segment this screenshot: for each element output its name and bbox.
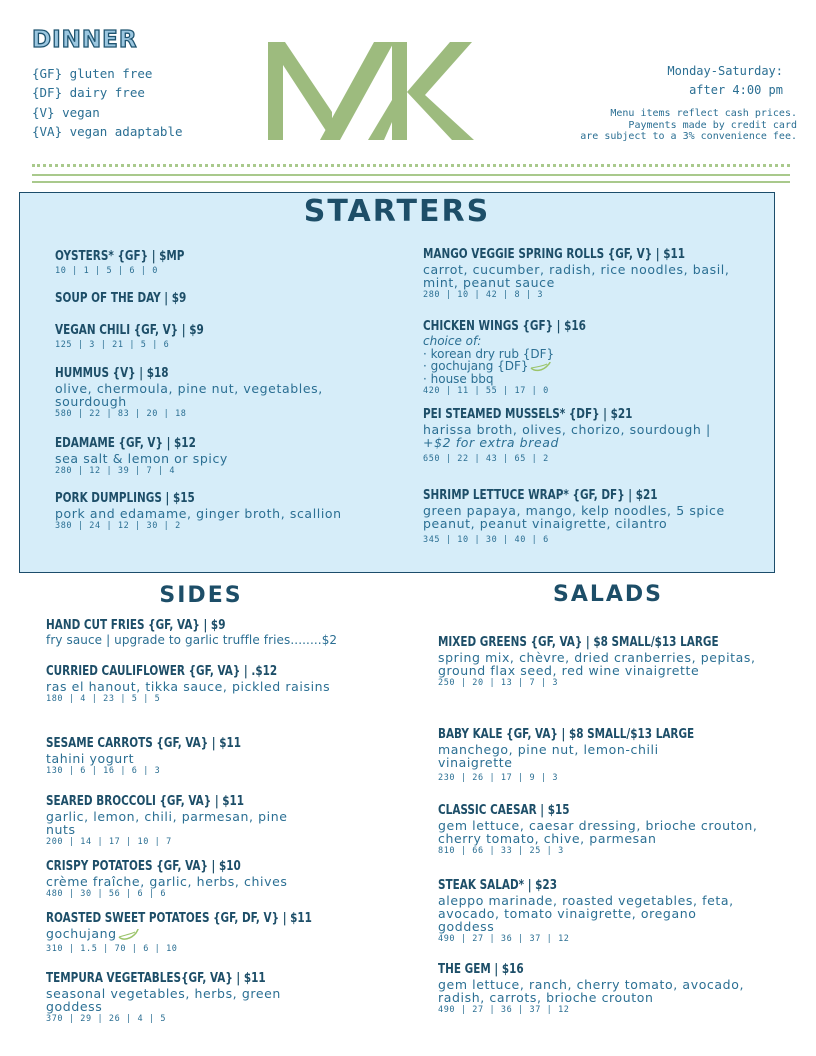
item-name: CURRIED CAULIFLOWER {GF, VA} | .$12 — [46, 663, 278, 679]
menu-item — [438, 961, 773, 1016]
price-note-line: Menu items reflect cash prices. — [610, 108, 797, 119]
legend-v: {V} vegan — [32, 104, 100, 120]
legend-va: {VA} vegan adaptable — [32, 123, 183, 139]
item-nutrition: 480 | 30 | 56 | 6 | 6 — [46, 889, 167, 899]
item-name: CHICKEN WINGS {GF} | $16 — [423, 318, 586, 334]
menu-item — [55, 435, 228, 477]
item-name: ROASTED SWEET POTATOES {GF, DF, V} | $11 — [46, 910, 312, 926]
item-description: ras el hanout, tikka sauce, pickled raisins — [46, 679, 331, 694]
item-nutrition: 310 | 1.5 | 70 | 6 | 10 — [46, 943, 178, 954]
item-description-text: gochujang — [46, 926, 117, 941]
spicy-pepper-icon — [529, 362, 551, 372]
menu-item — [423, 487, 768, 546]
item-nutrition: 420 | 11 | 55 | 17 | 0 — [423, 386, 549, 396]
menu-item — [46, 663, 336, 705]
item-description-text: harissa broth, olives, chorizo, sourdough | — [423, 422, 711, 437]
menu-title: DINNER — [32, 27, 138, 53]
menu-item — [46, 617, 386, 647]
item-name: SOUP OF THE DAY | $9 — [55, 290, 187, 306]
menu-item — [55, 290, 208, 307]
spicy-pepper-icon — [117, 929, 139, 941]
item-name: STEAK SALAD* | $23 — [438, 877, 557, 893]
item-name: MIXED GREENS {GF, VA} | $8 SMALL/$13 LARGE — [438, 634, 719, 650]
legend-df: {DF} dairy free — [32, 85, 145, 101]
choice-option — [423, 360, 612, 373]
item-description: fry sauce | upgrade to garlic truffle fries........$2 — [46, 633, 338, 647]
price-note-line: are subject to a 3% convenience fee. — [580, 131, 797, 142]
item-description: tahini yogurt — [46, 751, 135, 766]
item-name: MANGO VEGGIE SPRING ROLLS {GF, V} | $11 — [423, 246, 686, 262]
item-name: SHRIMP LETTUCE WRAP* {GF, DF} | $21 — [423, 487, 658, 503]
item-name: HAND CUT FRIES {GF, VA} | $9 — [46, 617, 226, 633]
item-description: olive, chermoula, pine nut, vegetables, sourdough — [55, 381, 323, 409]
item-name: HUMMUS {V} | $18 — [55, 365, 169, 381]
item-name: EDAMAME {GF, V} | $12 — [55, 435, 196, 451]
item-nutrition: 280 | 10 | 42 | 8 | 3 — [423, 290, 544, 300]
item-name: BABY KALE {GF, VA} | $8 SMALL/$13 LARGE — [438, 726, 695, 742]
item-description — [423, 423, 723, 449]
item-nutrition: 250 | 20 | 13 | 7 | 3 — [438, 678, 559, 688]
hours-days: Monday-Saturday: — [667, 64, 783, 78]
sides-heading: SIDES — [159, 583, 243, 608]
hours-time: after 4:00 pm — [689, 82, 783, 97]
legend-gf: {GF} gluten free — [32, 66, 153, 81]
item-nutrition: 580 | 22 | 83 | 20 | 18 — [55, 409, 187, 419]
menu-item — [438, 802, 778, 857]
item-description: aleppo marinade, roasted vegetables, feta, avocado, tomato vinaigrette, oregano goddess — [438, 893, 734, 934]
menu-item — [438, 634, 758, 689]
item-nutrition: 810 | 66 | 33 | 25 | 3 — [438, 846, 564, 856]
item-nutrition: 230 | 26 | 17 | 9 | 3 — [438, 773, 559, 783]
dotted-divider — [32, 164, 790, 167]
choice-option: · house bbq — [423, 371, 494, 386]
choice-option-label: · gochujang {DF} — [423, 359, 529, 373]
item-description: garlic, lemon, chili, parmesan, pine nuts — [46, 809, 288, 837]
item-description: crème fraîche, garlic, herbs, chives — [46, 874, 288, 889]
menu-item — [46, 910, 355, 955]
item-choices — [423, 335, 612, 385]
salads-heading: SALADS — [552, 582, 664, 607]
menu-item — [438, 877, 748, 945]
menu-item — [423, 406, 723, 465]
hours — [667, 62, 783, 99]
item-description: spring mix, chèvre, dried cranberries, pepitas, ground flax seed, red wine vinaigrette — [438, 650, 756, 678]
item-description: carrot, cucumber, radish, rice noodles, basil, mint, peanut sauce — [423, 262, 730, 290]
choice-option: · korean dry rub {DF} — [423, 346, 555, 361]
item-name: CLASSIC CAESAR | $15 — [438, 802, 570, 818]
choice-header: choice of: — [423, 334, 482, 348]
item-name: OYSTERS* {GF} | $MP — [55, 248, 185, 264]
item-description: green papaya, mango, kelp noodles, 5 spice peanut, peanut vinaigrette, cilantro — [423, 503, 725, 531]
item-name: THE GEM | $16 — [438, 961, 524, 977]
item-extra: +$2 for extra bread — [423, 435, 560, 450]
item-nutrition: 650 | 22 | 43 | 65 | 2 — [423, 454, 549, 464]
menu-item — [46, 970, 336, 1025]
item-nutrition: 345 | 10 | 30 | 40 | 6 — [423, 535, 549, 545]
diet-legend — [32, 64, 183, 141]
item-nutrition: 10 | 1 | 5 | 6 | 0 — [55, 266, 158, 276]
divider-line — [32, 181, 790, 183]
item-nutrition: 130 | 6 | 16 | 6 | 3 — [46, 766, 161, 776]
item-description — [46, 927, 355, 941]
item-description: seasonal vegetables, herbs, green goddess — [46, 986, 281, 1014]
item-nutrition: 280 | 12 | 39 | 7 | 4 — [55, 466, 176, 476]
item-name: PEI STEAMED MUSSELS* {DF} | $21 — [423, 406, 633, 422]
menu-item — [46, 735, 273, 777]
divider-line — [32, 174, 790, 176]
menu-item — [55, 365, 385, 420]
menu-item — [438, 726, 728, 784]
price-note — [580, 108, 797, 143]
menu-item — [46, 858, 346, 900]
item-description: gem lettuce, ranch, cherry tomato, avocado, radish, carrots, brioche crouton — [438, 977, 745, 1005]
item-description: sea salt & lemon or spicy — [55, 451, 228, 466]
item-name: SESAME CARROTS {GF, VA} | $11 — [46, 735, 242, 751]
item-nutrition: 125 | 3 | 21 | 5 | 6 — [55, 340, 170, 350]
item-nutrition: 370 | 29 | 26 | 4 | 5 — [46, 1014, 167, 1024]
menu-item — [46, 793, 306, 848]
item-description: gem lettuce, caesar dressing, brioche crouton, cherry tomato, chive, parmesan — [438, 818, 758, 846]
mk-logo — [266, 40, 478, 142]
starters-heading: STARTERS — [303, 194, 491, 229]
item-name: VEGAN CHILI {GF, V} | $9 — [55, 322, 204, 338]
menu-item — [423, 246, 758, 301]
item-name: SEARED BROCCOLI {GF, VA} | $11 — [46, 793, 245, 809]
menu-item — [55, 322, 228, 351]
menu-item — [423, 318, 612, 397]
item-description: pork and edamame, ginger broth, scallion — [55, 506, 342, 521]
menu-item — [55, 248, 206, 277]
item-nutrition: 180 | 4 | 23 | 5 | 5 — [46, 694, 161, 704]
price-note-line: Payments made by credit card — [628, 119, 797, 131]
menu-item — [55, 490, 342, 532]
item-nutrition: 490 | 27 | 36 | 37 | 12 — [438, 934, 570, 944]
item-nutrition: 380 | 24 | 12 | 30 | 2 — [55, 521, 181, 531]
item-name: CRISPY POTATOES {GF, VA} | $10 — [46, 858, 241, 874]
item-nutrition: 490 | 27 | 36 | 37 | 12 — [438, 1005, 570, 1015]
item-name: PORK DUMPLINGS | $15 — [55, 490, 195, 506]
item-name: TEMPURA VEGETABLES{GF, VA} | $11 — [46, 970, 266, 986]
item-nutrition: 200 | 14 | 17 | 10 | 7 — [46, 837, 172, 847]
item-description: manchego, pine nut, lemon-chili vinaigrette — [438, 742, 659, 770]
